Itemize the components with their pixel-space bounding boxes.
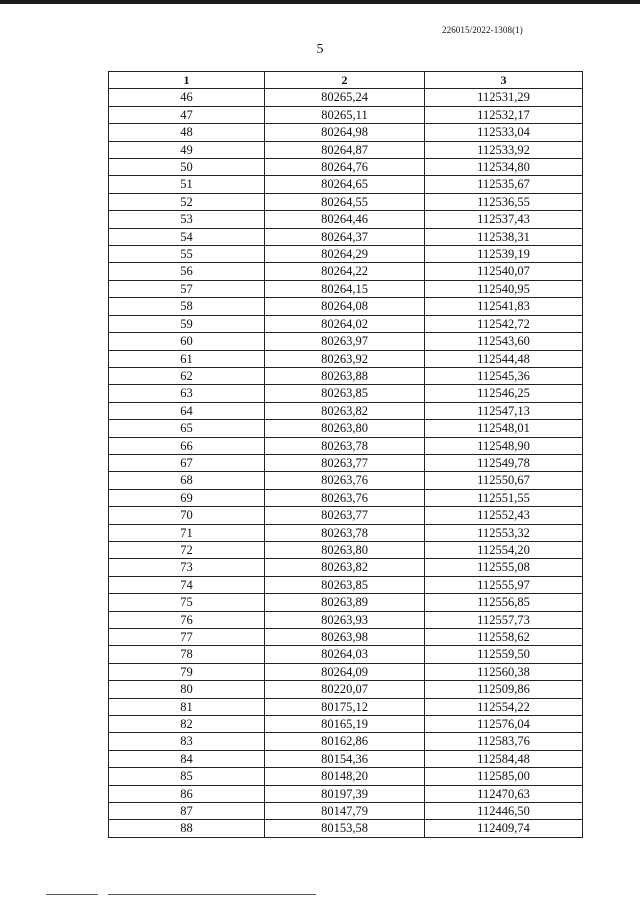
y-coordinate-cell: 112542,72 xyxy=(425,315,583,332)
y-coordinate-cell: 112539,19 xyxy=(425,246,583,263)
table-row xyxy=(109,646,583,663)
table-row xyxy=(109,228,583,245)
x-coordinate-cell: 80264,98 xyxy=(265,124,425,141)
x-coordinate-cell: 80162,86 xyxy=(265,733,425,750)
point-number-cell: 67 xyxy=(109,454,265,471)
point-number-cell: 51 xyxy=(109,176,265,193)
point-number-cell: 59 xyxy=(109,315,265,332)
x-coordinate-cell: 80220,07 xyxy=(265,681,425,698)
y-coordinate-cell: 112533,92 xyxy=(425,141,583,158)
table-row xyxy=(109,176,583,193)
y-coordinate-cell: 112559,50 xyxy=(425,646,583,663)
top-border-line xyxy=(0,0,640,4)
y-coordinate-cell: 112548,90 xyxy=(425,437,583,454)
table-row xyxy=(109,698,583,715)
table-row xyxy=(109,733,583,750)
table-row xyxy=(109,350,583,367)
x-coordinate-cell: 80264,15 xyxy=(265,280,425,297)
point-number-cell: 72 xyxy=(109,541,265,558)
table-row xyxy=(109,280,583,297)
x-coordinate-cell: 80264,87 xyxy=(265,141,425,158)
point-number-cell: 62 xyxy=(109,367,265,384)
x-coordinate-cell: 80263,77 xyxy=(265,454,425,471)
table-row xyxy=(109,437,583,454)
point-number-cell: 66 xyxy=(109,437,265,454)
table-row xyxy=(109,367,583,384)
point-number-cell: 75 xyxy=(109,594,265,611)
point-number-cell: 88 xyxy=(109,820,265,837)
x-coordinate-cell: 80263,78 xyxy=(265,524,425,541)
column-header: 2 xyxy=(265,72,425,89)
x-coordinate-cell: 80263,78 xyxy=(265,437,425,454)
table-row xyxy=(109,611,583,628)
point-number-cell: 78 xyxy=(109,646,265,663)
y-coordinate-cell: 112558,62 xyxy=(425,629,583,646)
y-coordinate-cell: 112543,60 xyxy=(425,333,583,350)
table-row xyxy=(109,524,583,541)
point-number-cell: 80 xyxy=(109,681,265,698)
table-row xyxy=(109,594,583,611)
table-row xyxy=(109,559,583,576)
table-row xyxy=(109,124,583,141)
point-number-cell: 53 xyxy=(109,211,265,228)
point-number-cell: 84 xyxy=(109,750,265,767)
point-number-cell: 87 xyxy=(109,803,265,820)
x-coordinate-cell: 80264,29 xyxy=(265,246,425,263)
y-coordinate-cell: 112409,74 xyxy=(425,820,583,837)
x-coordinate-cell: 80263,97 xyxy=(265,333,425,350)
point-number-cell: 50 xyxy=(109,159,265,176)
y-coordinate-cell: 112546,25 xyxy=(425,385,583,402)
point-number-cell: 71 xyxy=(109,524,265,541)
table-row xyxy=(109,576,583,593)
x-coordinate-cell: 80148,20 xyxy=(265,768,425,785)
x-coordinate-cell: 80154,36 xyxy=(265,750,425,767)
table-row xyxy=(109,89,583,106)
table-row xyxy=(109,141,583,158)
table-row xyxy=(109,785,583,802)
x-coordinate-cell: 80263,93 xyxy=(265,611,425,628)
y-coordinate-cell: 112583,76 xyxy=(425,733,583,750)
x-coordinate-cell: 80263,80 xyxy=(265,420,425,437)
document-number: 226015/2022-1308(1) xyxy=(442,25,523,35)
y-coordinate-cell: 112585,00 xyxy=(425,768,583,785)
x-coordinate-cell: 80263,82 xyxy=(265,559,425,576)
x-coordinate-cell: 80264,46 xyxy=(265,211,425,228)
y-coordinate-cell: 112576,04 xyxy=(425,716,583,733)
column-header: 1 xyxy=(109,72,265,89)
y-coordinate-cell: 112553,32 xyxy=(425,524,583,541)
x-coordinate-cell: 80264,76 xyxy=(265,159,425,176)
point-number-cell: 65 xyxy=(109,420,265,437)
point-number-cell: 73 xyxy=(109,559,265,576)
point-number-cell: 61 xyxy=(109,350,265,367)
x-coordinate-cell: 80165,19 xyxy=(265,716,425,733)
x-coordinate-cell: 80265,11 xyxy=(265,106,425,123)
y-coordinate-cell: 112547,13 xyxy=(425,402,583,419)
footer-rule xyxy=(46,894,98,895)
table-header-row xyxy=(109,72,583,89)
y-coordinate-cell: 112540,07 xyxy=(425,263,583,280)
y-coordinate-cell: 112446,50 xyxy=(425,803,583,820)
table-row xyxy=(109,716,583,733)
point-number-cell: 64 xyxy=(109,402,265,419)
y-coordinate-cell: 112537,43 xyxy=(425,211,583,228)
y-coordinate-cell: 112544,48 xyxy=(425,350,583,367)
table-row xyxy=(109,489,583,506)
x-coordinate-cell: 80264,37 xyxy=(265,228,425,245)
x-coordinate-cell: 80264,22 xyxy=(265,263,425,280)
y-coordinate-cell: 112548,01 xyxy=(425,420,583,437)
point-number-cell: 76 xyxy=(109,611,265,628)
x-coordinate-cell: 80263,85 xyxy=(265,576,425,593)
page-number: 5 xyxy=(316,42,324,57)
x-coordinate-cell: 80263,85 xyxy=(265,385,425,402)
y-coordinate-cell: 112538,31 xyxy=(425,228,583,245)
table-row xyxy=(109,663,583,680)
x-coordinate-cell: 80263,80 xyxy=(265,541,425,558)
y-coordinate-cell: 112545,36 xyxy=(425,367,583,384)
y-coordinate-cell: 112551,55 xyxy=(425,489,583,506)
x-coordinate-cell: 80264,09 xyxy=(265,663,425,680)
point-number-cell: 47 xyxy=(109,106,265,123)
y-coordinate-cell: 112552,43 xyxy=(425,507,583,524)
point-number-cell: 77 xyxy=(109,629,265,646)
table-row xyxy=(109,507,583,524)
y-coordinate-cell: 112584,48 xyxy=(425,750,583,767)
point-number-cell: 52 xyxy=(109,193,265,210)
x-coordinate-cell: 80263,98 xyxy=(265,629,425,646)
x-coordinate-cell: 80175,12 xyxy=(265,698,425,715)
point-number-cell: 68 xyxy=(109,472,265,489)
table-body xyxy=(109,89,583,837)
table-row xyxy=(109,106,583,123)
y-coordinate-cell: 112531,29 xyxy=(425,89,583,106)
x-coordinate-cell: 80263,82 xyxy=(265,402,425,419)
y-coordinate-cell: 112533,04 xyxy=(425,124,583,141)
y-coordinate-cell: 112532,17 xyxy=(425,106,583,123)
point-number-cell: 82 xyxy=(109,716,265,733)
point-number-cell: 69 xyxy=(109,489,265,506)
x-coordinate-cell: 80264,08 xyxy=(265,298,425,315)
x-coordinate-cell: 80197,39 xyxy=(265,785,425,802)
coordinates-table xyxy=(108,71,583,838)
point-number-cell: 70 xyxy=(109,507,265,524)
point-number-cell: 85 xyxy=(109,768,265,785)
table-row xyxy=(109,333,583,350)
table-row xyxy=(109,420,583,437)
point-number-cell: 81 xyxy=(109,698,265,715)
y-coordinate-cell: 112534,80 xyxy=(425,159,583,176)
point-number-cell: 74 xyxy=(109,576,265,593)
point-number-cell: 86 xyxy=(109,785,265,802)
x-coordinate-cell: 80147,79 xyxy=(265,803,425,820)
table-row xyxy=(109,402,583,419)
table-row xyxy=(109,681,583,698)
y-coordinate-cell: 112540,95 xyxy=(425,280,583,297)
table-row xyxy=(109,750,583,767)
table-row xyxy=(109,768,583,785)
table-row xyxy=(109,541,583,558)
point-number-cell: 83 xyxy=(109,733,265,750)
table-row xyxy=(109,193,583,210)
y-coordinate-cell: 112549,78 xyxy=(425,454,583,471)
table-row xyxy=(109,246,583,263)
y-coordinate-cell: 112560,38 xyxy=(425,663,583,680)
table-row xyxy=(109,803,583,820)
x-coordinate-cell: 80264,03 xyxy=(265,646,425,663)
point-number-cell: 60 xyxy=(109,333,265,350)
point-number-cell: 49 xyxy=(109,141,265,158)
y-coordinate-cell: 112557,73 xyxy=(425,611,583,628)
y-coordinate-cell: 112554,20 xyxy=(425,541,583,558)
y-coordinate-cell: 112550,67 xyxy=(425,472,583,489)
x-coordinate-cell: 80264,55 xyxy=(265,193,425,210)
y-coordinate-cell: 112536,55 xyxy=(425,193,583,210)
table-row xyxy=(109,263,583,280)
point-number-cell: 54 xyxy=(109,228,265,245)
x-coordinate-cell: 80263,76 xyxy=(265,489,425,506)
y-coordinate-cell: 112535,67 xyxy=(425,176,583,193)
y-coordinate-cell: 112470,63 xyxy=(425,785,583,802)
table-row xyxy=(109,472,583,489)
column-header: 3 xyxy=(425,72,583,89)
x-coordinate-cell: 80264,02 xyxy=(265,315,425,332)
point-number-cell: 46 xyxy=(109,89,265,106)
y-coordinate-cell: 112555,08 xyxy=(425,559,583,576)
y-coordinate-cell: 112509,86 xyxy=(425,681,583,698)
table-row xyxy=(109,454,583,471)
y-coordinate-cell: 112555,97 xyxy=(425,576,583,593)
point-number-cell: 55 xyxy=(109,246,265,263)
y-coordinate-cell: 112556,85 xyxy=(425,594,583,611)
table-row xyxy=(109,315,583,332)
point-number-cell: 79 xyxy=(109,663,265,680)
point-number-cell: 58 xyxy=(109,298,265,315)
y-coordinate-cell: 112554,22 xyxy=(425,698,583,715)
point-number-cell: 57 xyxy=(109,280,265,297)
x-coordinate-cell: 80263,77 xyxy=(265,507,425,524)
x-coordinate-cell: 80263,88 xyxy=(265,367,425,384)
x-coordinate-cell: 80263,76 xyxy=(265,472,425,489)
table-row xyxy=(109,159,583,176)
table-row xyxy=(109,211,583,228)
x-coordinate-cell: 80264,65 xyxy=(265,176,425,193)
x-coordinate-cell: 80153,58 xyxy=(265,820,425,837)
table-row xyxy=(109,298,583,315)
table-row xyxy=(109,820,583,837)
table-row xyxy=(109,385,583,402)
point-number-cell: 63 xyxy=(109,385,265,402)
footer-rule xyxy=(108,894,316,895)
table-row xyxy=(109,629,583,646)
x-coordinate-cell: 80265,24 xyxy=(265,89,425,106)
point-number-cell: 56 xyxy=(109,263,265,280)
y-coordinate-cell: 112541,83 xyxy=(425,298,583,315)
x-coordinate-cell: 80263,92 xyxy=(265,350,425,367)
x-coordinate-cell: 80263,89 xyxy=(265,594,425,611)
point-number-cell: 48 xyxy=(109,124,265,141)
